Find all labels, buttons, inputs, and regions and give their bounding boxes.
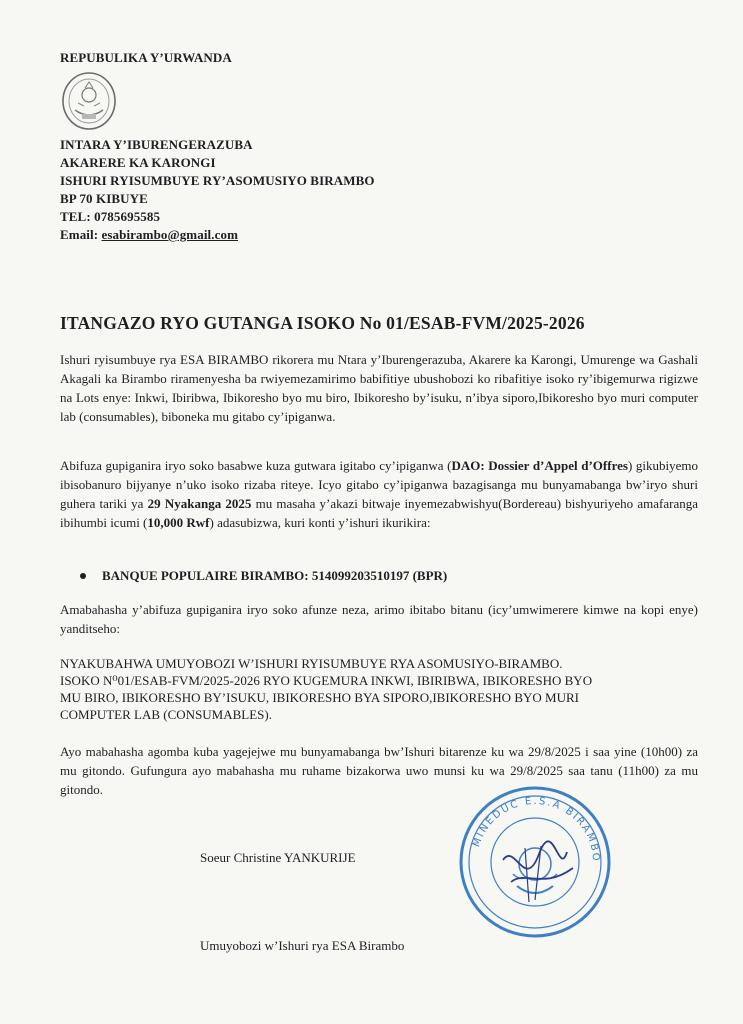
email-link[interactable]: esabirambo@gmail.com	[101, 227, 239, 242]
envelope-paragraph: Amabahasha y’abifuza gupiganira iryo soko afunze neza, arimo ibitabo bitanu (icy’umwimerere kimwe na kopi enye) yanditseho:	[60, 602, 698, 636]
address-line-2: ISOKO N⁰01/ESAB-FVM/2025-2026 RYO KUGEMURA INKWI, IBIRIBWA, IBIKORESHO BYO	[60, 673, 593, 688]
school-line: ISHURI RYISUMBUYE RY’ASOMUSIYO BIRAMBO	[60, 173, 375, 188]
stamp-text: MINEDUC E.S.A BIRAMBO	[471, 795, 602, 864]
rwanda-emblem-icon	[60, 70, 118, 132]
po-box-line: BP 70 KIBUYE	[60, 191, 148, 206]
bullet-icon	[80, 573, 86, 579]
signatory-role: Umuyobozi w’Ishuri rya ESA Birambo	[200, 938, 405, 953]
para2-text-2: ) gikubiyemo ibisobanuro bijyanye n’uko isoko rizaba riteye. Icyo gitabo cy’ipiganwa bazagisanga mu bunyamabanga bw’iryo shuri guhera tariki ya	[60, 458, 698, 511]
bank-account-item	[80, 568, 447, 584]
email-label: Email:	[60, 227, 102, 242]
email-line	[60, 227, 238, 243]
fee-amount: 10,000 Rwf	[147, 515, 210, 530]
dao-label: DAO: Dossier d’Appel d’Offres	[451, 458, 628, 473]
republic-heading: REPUBULIKA Y’URWANDA	[60, 50, 232, 65]
province-line: INTARA Y’IBURENGERAZUBA	[60, 137, 253, 152]
deadline-paragraph: Ayo mabahasha agomba kuba yagejejwe mu bunyamabanga bw’Ishuri bitarenze ku wa 29/8/2025 i saa yine (10h00) za mu gitondo. Gufungura ayo mabahasha mu ruhame bizakorwa uwo munsi ku wa 29/8/2025 saa tanu (11h00) za mu gitondo.	[60, 744, 698, 797]
address-line-3: MU BIRO, IBIKORESHO BY’ISUKU, IBIKORESHO BYA SIPORO,IBIKORESHO BYO MURI	[60, 690, 579, 705]
document-title: ITANGAZO RYO GUTANGA ISOKO No 01/ESAB-FVM/2025-2026	[60, 313, 585, 333]
address-line-4: COMPUTER LAB (CONSUMABLES).	[60, 707, 272, 722]
envelope-address-block	[60, 655, 700, 723]
telephone-line: TEL: 0785695585	[60, 209, 161, 224]
para2-text-4: ) adasubizwa, kuri konti y’ishuri ikurikira:	[209, 515, 431, 530]
tender-document-paragraph	[60, 456, 698, 532]
official-stamp-icon	[455, 782, 615, 942]
start-date: 29 Nyakanga 2025	[147, 496, 252, 511]
signatory-name: Soeur Christine YANKURIJE	[200, 850, 356, 865]
para2-text-3: mu masaha y’akazi bitwaje inyemezabwishyu(Bordereau) bishyuriyeho amafaranga ibihumbi icumi (	[60, 496, 698, 530]
para2-text-1: Abifuza gupiganira iryo soko basabwe kuza gutwara igitabo cy’ipiganwa (	[60, 458, 452, 473]
bank-account-text: BANQUE POPULAIRE BIRAMBO: 514099203510197 (BPR)	[102, 568, 448, 583]
intro-paragraph: Ishuri ryisumbuye rya ESA BIRAMBO rikorera mu Ntara y’Iburengerazuba, Akarere ka Karongi, Umurenge wa Gashali Akagali ka Birambo riramenyesha ba rwiyemezamirimo babifitiye ubushobozi ko ribafitiye isoko ry’ibigemurwa rigizwe na Lots enye: Inkwi, Ibiribwa, Ibikoresho byo mu biro, Ibikoresho by’isuku, n’ibya siporo,Ibikoresho byo muri computer lab (consumables), biboneka mu gitabo cy’ipiganwa.	[60, 352, 698, 424]
district-line: AKARERE KA KARONGI	[60, 155, 216, 170]
address-line-1: NYAKUBAHWA UMUYOBOZI W’ISHURI RYISUMBUYE RYA ASOMUSIYO-BIRAMBO.	[60, 656, 563, 671]
